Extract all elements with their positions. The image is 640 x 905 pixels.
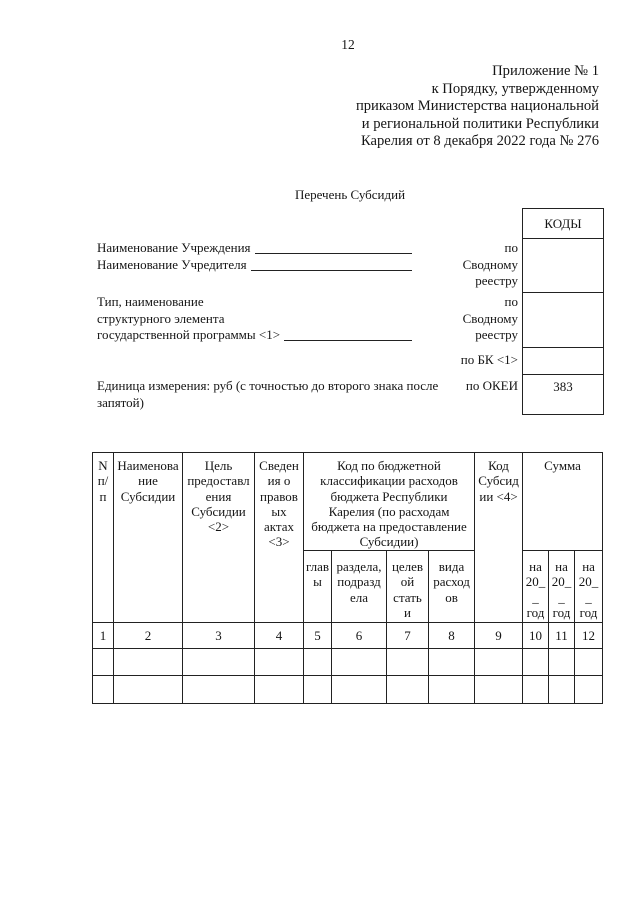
appendix-header — [356, 63, 599, 151]
table-cell — [387, 676, 429, 704]
column-number: 9 — [475, 623, 523, 649]
institution-blank-line — [255, 253, 412, 254]
institution-block — [97, 240, 412, 273]
table-cell — [304, 649, 332, 676]
code-label-bk: по БК <1> — [460, 352, 518, 367]
codes-box — [522, 208, 604, 415]
program-blank-line — [284, 340, 412, 341]
column-number: 8 — [429, 623, 475, 649]
header-amount-year-1: на 20_ _ год — [523, 551, 549, 623]
founder-label: Наименование Учредителя — [97, 256, 247, 272]
table-row — [93, 649, 603, 676]
table-cell — [255, 649, 304, 676]
code-label-register-2: по Сводному реестру — [462, 294, 518, 342]
header-subsidy-name: Наименова ние Субсидии — [114, 453, 183, 623]
institution-row — [97, 240, 412, 257]
header-subsidy-code: Код Субсид ии <4> — [475, 453, 523, 623]
table-cell — [523, 676, 549, 704]
appendix-line: Карелия от 8 декабря 2022 года № 276 — [360, 133, 599, 150]
header-legal-acts: Сведен ия о правов ых актах <3> — [255, 453, 304, 623]
column-number: 3 — [183, 623, 255, 649]
program-label: государственной программы <1> — [97, 327, 281, 342]
table-cell — [93, 649, 114, 676]
appendix-line: и региональной политики Республики — [361, 115, 599, 132]
table-cell — [93, 676, 114, 704]
institution-label: Наименование Учреждения — [97, 240, 251, 255]
appendix-line: Приложение № 1 — [492, 63, 599, 79]
column-number: 11 — [549, 623, 575, 649]
column-number: 6 — [332, 623, 387, 649]
column-number: 12 — [575, 623, 603, 649]
header-budget-chapter: глав ы — [304, 551, 332, 623]
table-cell — [183, 676, 255, 704]
header-budget-expense-type: вида расход ов — [429, 551, 475, 623]
program-intro-label: Тип, наименование структурного элемента — [97, 294, 225, 326]
column-number: 7 — [387, 623, 429, 649]
column-number: 2 — [114, 623, 183, 649]
header-amount: Сумма — [523, 453, 603, 551]
unit-block — [97, 378, 438, 411]
document-title: Перечень Субсидий — [294, 187, 406, 202]
table-cell — [332, 649, 387, 676]
table-cell — [304, 676, 332, 704]
header-budget-section: раздела, подразд ела — [332, 551, 387, 623]
column-number: 5 — [304, 623, 332, 649]
table-cell — [475, 649, 523, 676]
subsidies-table — [92, 452, 603, 704]
header-number: N п/ п — [93, 453, 114, 623]
codes-header: КОДЫ — [523, 209, 604, 239]
column-number: 10 — [523, 623, 549, 649]
table-cell — [332, 676, 387, 704]
table-cell — [575, 676, 603, 704]
table-cell — [475, 676, 523, 704]
table-cell — [429, 649, 475, 676]
table-cell — [114, 676, 183, 704]
table-cell — [429, 676, 475, 704]
code-cell-register-2 — [523, 293, 604, 348]
code-cell-bk — [523, 348, 604, 375]
table-cell — [549, 649, 575, 676]
code-cell-register-1 — [523, 239, 604, 293]
unit-label: Единица измерения: руб (с точностью до второго знака после запятой) — [97, 378, 439, 410]
page-number: 12 — [341, 37, 355, 52]
founder-blank-line — [251, 270, 412, 271]
table-cell — [387, 649, 429, 676]
code-cell-okei: 383 — [523, 375, 604, 415]
table-row — [93, 676, 603, 704]
table-cell — [183, 649, 255, 676]
table-cell — [575, 649, 603, 676]
code-label-okei: по ОКЕИ — [465, 378, 518, 393]
header-amount-year-2: на 20_ _ год — [549, 551, 575, 623]
header-purpose: Цель предоставл ения Субсидии <2> — [183, 453, 255, 623]
header-amount-year-3: на 20_ _ год — [575, 551, 603, 623]
header-budget-target-item: целев ой стать и — [387, 551, 429, 623]
header-budget-code: Код по бюджетной классификации расходов бюджета Республики Карелия (по расходам бюджета на предоставление Субсидии) — [304, 453, 475, 551]
founder-row — [97, 257, 412, 274]
table-cell — [549, 676, 575, 704]
program-row — [97, 327, 412, 344]
column-number: 4 — [255, 623, 304, 649]
table-cell — [523, 649, 549, 676]
appendix-line: приказом Министерства национальной — [355, 98, 599, 115]
appendix-line: к Порядку, утвержденному — [431, 80, 599, 97]
table-cell — [255, 676, 304, 704]
code-label-register-1: по Сводному реестру — [462, 240, 518, 288]
column-number: 1 — [93, 623, 114, 649]
table-cell — [114, 649, 183, 676]
program-block — [97, 294, 412, 344]
